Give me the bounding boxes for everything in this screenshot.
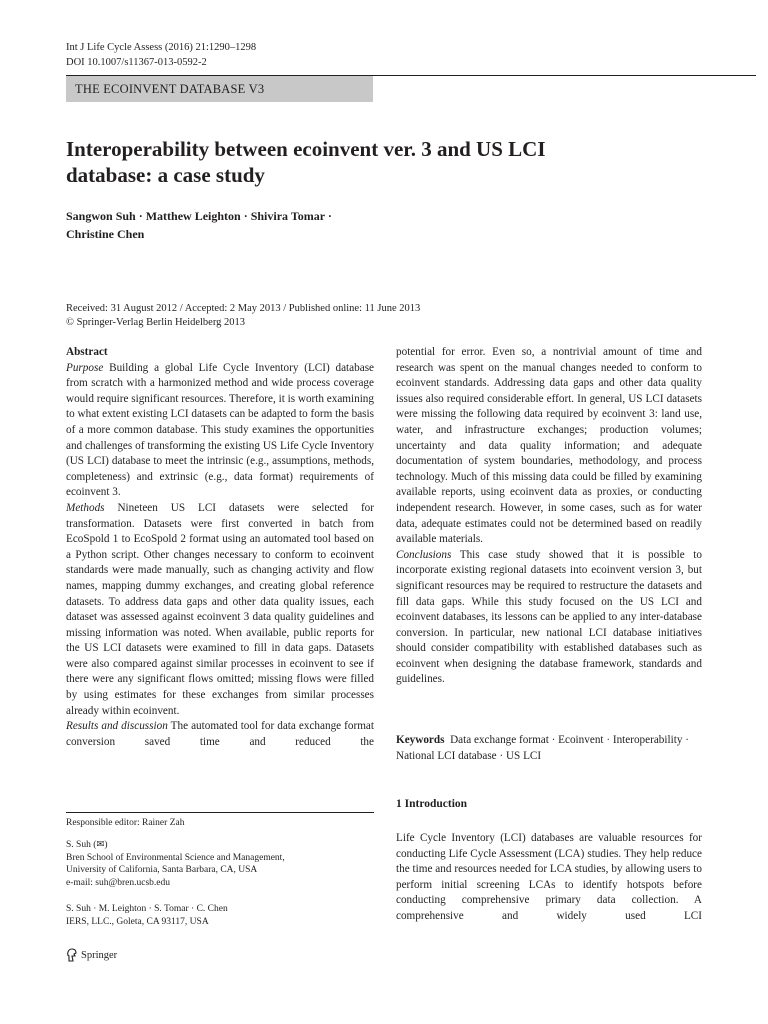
- authors-line-2: Christine Chen: [66, 227, 145, 241]
- section-banner: [66, 76, 373, 102]
- publisher-name: Springer: [81, 949, 118, 961]
- springer-horse-icon: [66, 948, 78, 962]
- title-line-2: database: a case study: [66, 163, 265, 187]
- abstract-results: [66, 719, 374, 750]
- title-line-1: Interoperability between ecoinvent ver. 3 and US LCI: [66, 137, 546, 161]
- footnote-rule: [66, 812, 374, 813]
- methods-text: Nineteen US LCI datasets were selected for transformation. Datasets were first converted in batch from EcoSpold 1 to EcoSpold 2 format using an automated tool based on a Python script. Other changes necessary to conform to ecoinvent standards were made manually, such as changing activity and flow names, mapping dummy exchanges, and creating global reference datasets. To address data gaps and other data quality issues, each dataset was assessed against ecoinvent 3 data quality guidelines and missing information was noted. When available, public reports for the US LCI datasets were examined to fill in data gaps. Datasets were also compared against similar processes in ecoinvent to see if there were any significant flows omitted; missing flows were filled by using estimates for these exchanges from similar processes already within ecoinvent.: [66, 501, 374, 717]
- abstract-methods: [66, 501, 374, 719]
- conclusions-text: This case study showed that it is possible to incorporate existing regional datasets into ecoinvent version 3, but significant resources may be required to restructure the datasets and fill data gaps. While this study focused on the US LCI and ecoinvent databases, its lessons can be applied to any inter-database conversion. In particular, new national LCI database initiatives should consider compatibility with established databases such as ecoinvent when designing the database framework, standards and guidelines.: [396, 548, 702, 686]
- footnote-affiliation-2: S. Suh · M. Leighton · S. Tomar · C. Chen IERS, LLC., Goleta, CA 93117, USA: [66, 904, 228, 927]
- introduction-paragraph: Life Cycle Inventory (LCI) databases are valuable resources for conducting Life Cycle Assessment (LCA) studies. They help reduce the time and resources needed for LCA studies, by allowing users to perform initial screening LCAs to identify hotspots before conducting comprehensive primary data collection. A comprehensive and widely used LCI: [396, 832, 702, 922]
- copyright-line: © Springer-Verlag Berlin Heidelberg 2013: [66, 317, 246, 328]
- results-text-start: The automated tool for data exchange format conversion saved time and reduced the: [66, 720, 374, 748]
- purpose-text: Building a global Life Cycle Inventory (LCI) database from scratch with a harmonized method and wide process coverage would require significant resources. Therefore, it is worth examining to what extent existing LCI datasets can be adapted to form the basis of a more common database. This study examines the opportunities and challenges of transforming the existing US Life Cycle Inventory (US LCI) database to meet the intrinsic (e.g., assumptions, methods, completeness) and extrinsic (e.g., data format) requirements of ecoinvent 3.: [66, 361, 375, 499]
- article-title: [66, 136, 706, 188]
- abstract-conclusions: [396, 548, 702, 688]
- journal-citation: [66, 40, 256, 70]
- introduction-heading: 1 Introduction: [396, 798, 468, 810]
- abstract-heading: Abstract: [66, 346, 108, 358]
- article-history: [66, 302, 756, 330]
- footnote-editor: Responsible editor: Rainer Zah: [66, 818, 185, 828]
- publisher-logo: [66, 948, 117, 962]
- conclusions-label: Conclusions: [396, 548, 452, 561]
- journal-line: Int J Life Cycle Assess (2016) 21:1290–1298: [66, 42, 257, 53]
- abstract-right-column: [396, 345, 702, 688]
- results-text-continued: potential for error. Even so, a nontrivial amount of time and research was spent on the manual changes needed to conform to ecoinvent standards. Addressing data gaps and other data quality issues also required considerable effort. In general, US LCI datasets were missing the following data required by ecoinvent 3: land use, water, and infrastructure exchanges; production volumes; uncertainty and data quality information; and adequate documentation of system boundaries, methodology, and process technology. Much of this missing data could be filled by examining available reports, using ecoinvent data as proxies, or conducting independent research. However, in some cases, such as for water data, adequate estimates could not be determined based on readily available materials.: [396, 346, 702, 546]
- authors-line-1: Sangwon Suh · Matthew Leighton · Shivira Tomar ·: [66, 209, 332, 223]
- banner-label: THE ECOINVENT DATABASE V3: [75, 82, 265, 96]
- footnote-affiliation-1: S. Suh (✉) Bren School of Environmental Science and Management, University of California, Santa Barbara, CA, USA e-mail: suh@bren.ucsb.edu: [66, 839, 374, 889]
- doi-line[interactable]: DOI 10.1007/s11367-013-0592-2: [66, 57, 207, 68]
- abstract-left-column: [66, 345, 374, 750]
- corresponding-author: S. Suh (✉): [66, 840, 108, 850]
- results-label: Results and discussion: [66, 720, 168, 733]
- introduction-text: [396, 831, 702, 925]
- keywords-text: Data exchange format · Ecoinvent · Interoperability · National LCI database · US LCI: [396, 734, 689, 762]
- purpose-label: Purpose: [66, 361, 104, 374]
- keywords-label: Keywords: [396, 734, 445, 746]
- methods-label: Methods: [66, 501, 105, 514]
- author-email[interactable]: e-mail: suh@bren.ucsb.edu: [66, 877, 170, 888]
- abstract-purpose: [66, 361, 374, 501]
- dates-line: Received: 31 August 2012 / Accepted: 2 May 2013 / Published online: 11 June 2013: [66, 303, 421, 314]
- author-list: [66, 207, 466, 243]
- keywords: [396, 733, 702, 764]
